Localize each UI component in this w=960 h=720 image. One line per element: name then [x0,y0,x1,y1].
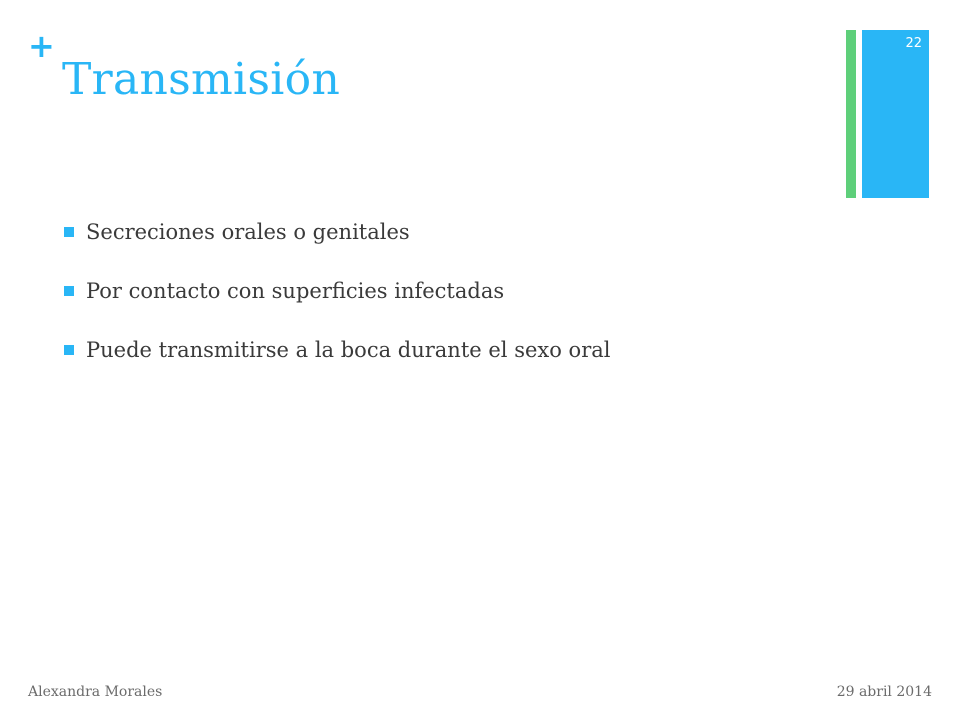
bullet-text: Secreciones orales o genitales [86,220,410,244]
slide-number: 22 [905,36,922,51]
plus-icon: + [28,27,55,65]
bullet-list [64,214,610,391]
footer-author: Alexandra Morales [28,684,163,700]
footer-date: 29 abril 2014 [836,684,932,700]
bullet-item [64,273,610,309]
bullet-item [64,214,610,250]
bullet-item [64,332,610,368]
bullet-text: Por contacto con superficies infectadas [86,279,505,303]
green-accent-bar [846,30,856,198]
square-bullet-icon [64,286,74,296]
square-bullet-icon [64,345,74,355]
blue-accent-bar [862,30,929,198]
slide-title: Transmisión [62,54,341,105]
bullet-text: Puede transmitirse a la boca durante el sexo oral [86,338,611,362]
square-bullet-icon [64,227,74,237]
